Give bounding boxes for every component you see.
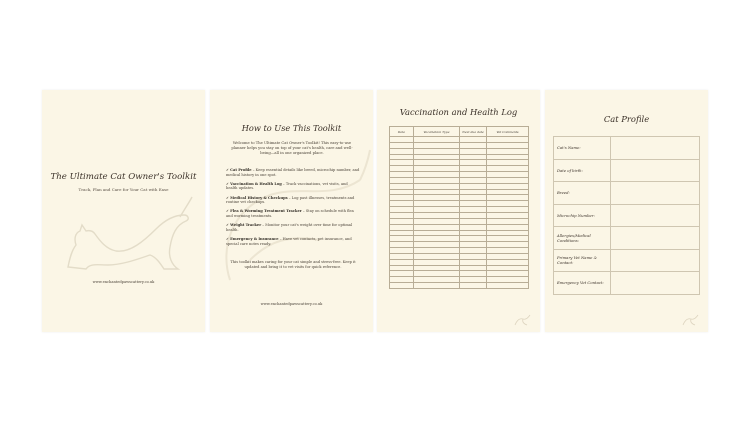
check-icon: ✓ [226,223,230,228]
profile-field-label: Cat's Name: [554,137,611,160]
stretching-cat-illustration [60,195,195,275]
profile-title: Cat Profile [603,114,650,124]
cat-corner-icon [682,314,700,326]
table-cell[interactable] [414,283,460,289]
howto-item-list [226,168,360,251]
profile-row [554,272,700,295]
column-header: Date [390,127,414,137]
howto-item-text: – Keep essential details like breed, microchip number, and medical history in one spot. [226,168,360,177]
howto-item-heading: Flea & Worming Treatment Tracker [230,209,302,214]
column-header: Vaccination Type [414,127,460,137]
table-row [390,283,529,289]
howto-item [226,196,360,205]
profile-row [554,204,700,227]
column-header: Next due date [460,127,487,137]
howto-intro: Welcome to The Ultimate Cat Owner's Toolkit! This easy-to-use planner helps you stay on top of your cat's health, care and well-being—all in one organized place. [231,141,353,155]
cover-page [42,90,205,332]
profile-field-label: Allergies/Medical Conditions: [554,227,611,250]
cover-subtitle: Track, Plan and Care for Your Cat with Ease [78,187,169,192]
vaccination-title: Vaccination and Health Log [399,107,518,117]
profile-field-value[interactable] [611,159,700,182]
howto-title: How to Use This Toolkit [241,123,342,133]
profile-field-value[interactable] [611,182,700,205]
check-icon: ✓ [226,181,230,186]
profile-row [554,227,700,250]
profile-row [554,249,700,272]
check-icon: ✓ [226,168,230,172]
howto-outro: This toolkit makes caring for your cat simple and stress-free. Keep it updated and bring it to vet visits for quick reference. [230,260,356,269]
howto-item-text: – Have vet contacts, pet insurance, and special care notes ready. [226,236,352,246]
howto-item [226,182,360,191]
check-icon: ✓ [226,236,230,241]
profile-field-label: Breed: [554,182,611,205]
profile-field-value[interactable] [611,227,700,250]
profile-field-value[interactable] [611,249,700,272]
howto-item [226,209,360,218]
vaccination-table [389,126,529,289]
how-to-page [210,90,373,332]
check-icon: ✓ [226,209,230,214]
profile-field-value[interactable] [611,137,700,160]
howto-item-text: – Track vaccinations, vet visits, and health updates. [226,181,348,191]
table-cell[interactable] [390,283,414,289]
profile-row [554,182,700,205]
profile-field-label: Date of birth: [554,159,611,182]
howto-item-heading: Emergency & Insurance [230,236,279,241]
howto-item [226,237,360,246]
profile-table [553,136,700,295]
howto-item-heading: Medical History & Checkups [230,195,288,200]
vaccination-table-body [390,137,529,289]
vaccination-log-page [377,90,540,332]
cover-title: The Ultimate Cat Owner's Toolkit [50,172,197,182]
profile-row [554,137,700,160]
table-cell[interactable] [460,283,487,289]
column-header: Vet Comments [487,127,529,137]
howto-item [226,223,360,232]
cat-corner-icon [514,314,532,326]
check-icon: ✓ [226,195,230,200]
cat-profile-page [545,90,708,332]
profile-field-value[interactable] [611,272,700,295]
profile-field-label: Emergency Vet Contact: [554,272,611,295]
howto-item-heading: Weight Tracker [230,223,262,228]
howto-item-text: – Monitor your cat's weight over time for optimal health. [226,223,353,232]
howto-item-text: – Stay on schedule with flea and worming treatments. [226,209,354,218]
profile-row [554,159,700,182]
cover-website: www.enchantedpawscattery.co.uk [92,280,155,284]
howto-item-heading: Vaccination & Health Log [230,181,282,186]
profile-field-value[interactable] [611,204,700,227]
howto-item-heading: Cat Profile [230,168,252,172]
profile-field-label: Microchip Number: [554,204,611,227]
howto-website: www.enchantedpawscattery.co.uk [260,302,323,306]
table-cell[interactable] [487,283,529,289]
profile-field-label: Primary Vet Name & Contact: [554,249,611,272]
howto-item [226,168,360,177]
howto-item-text: – Log past illnesses, treatments and routine vet checkups. [226,195,355,205]
